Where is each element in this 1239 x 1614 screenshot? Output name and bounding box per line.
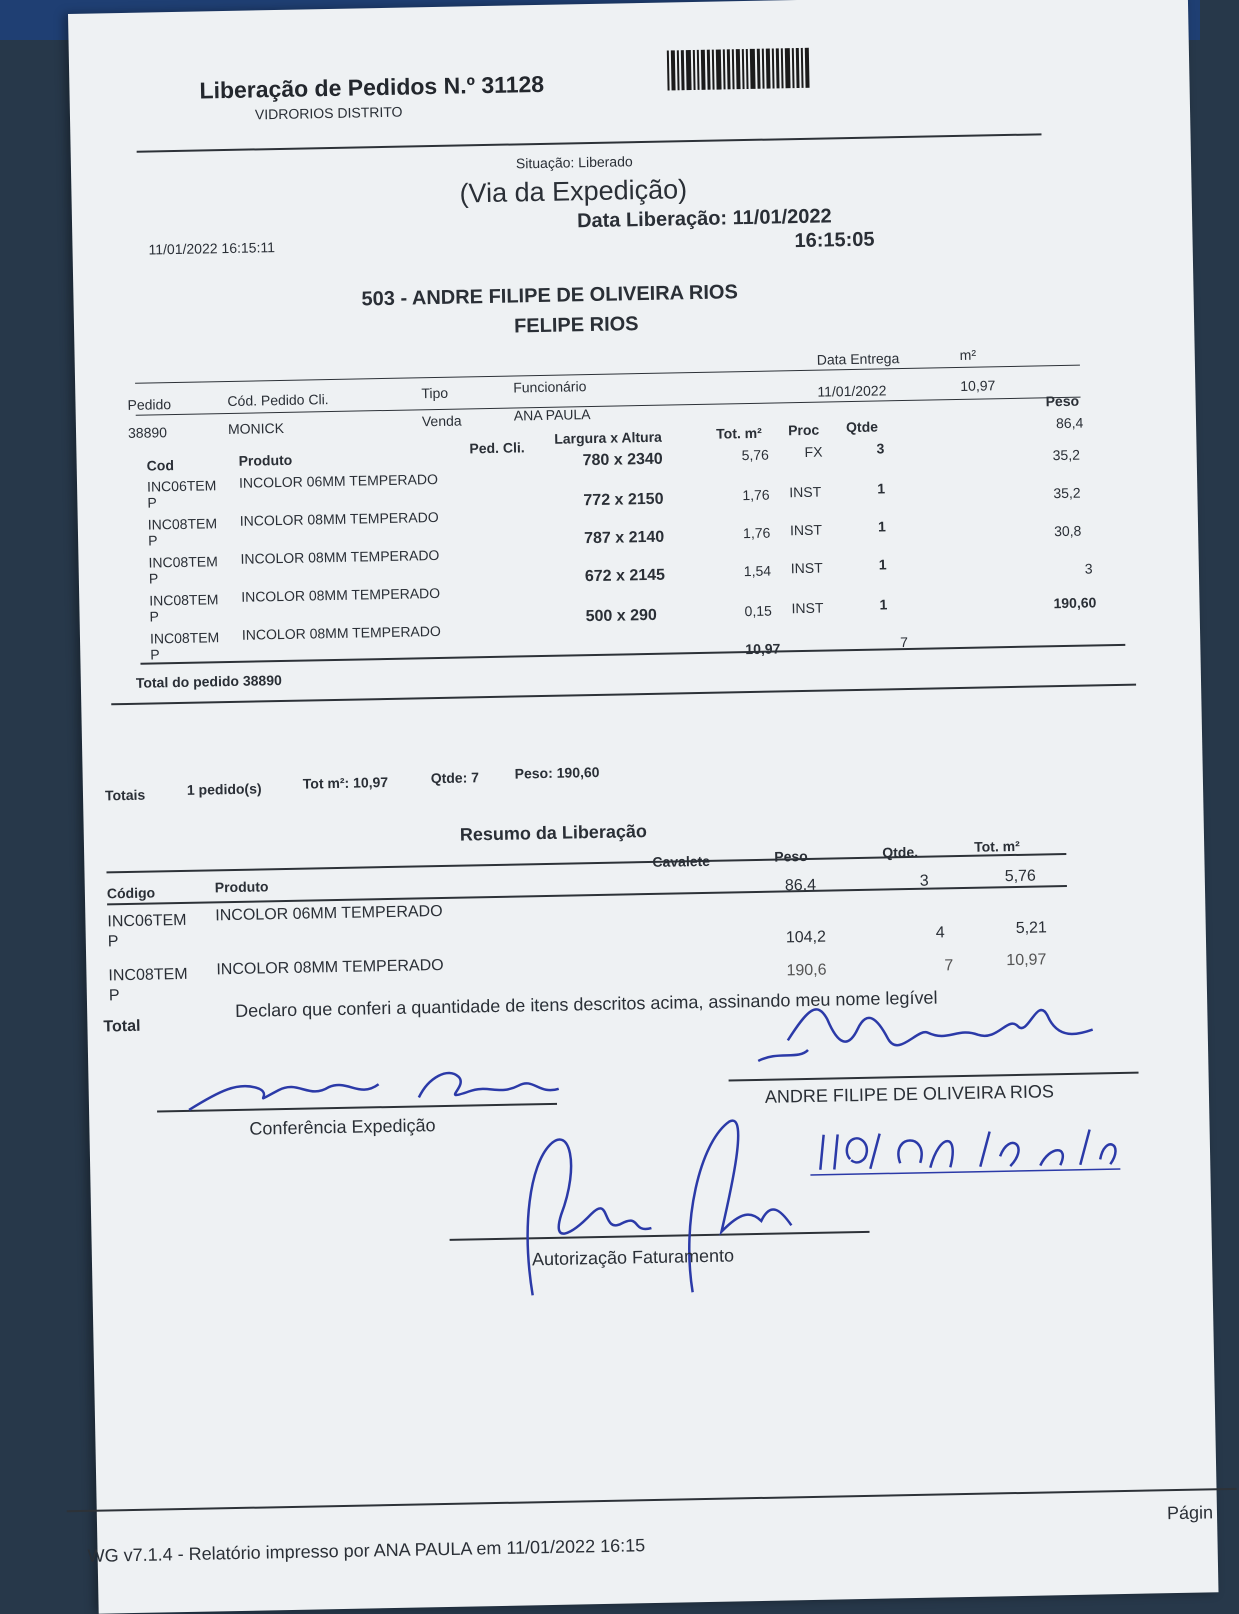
summary-total-qtde: 7 [944, 957, 954, 975]
item-dimensions: 672 x 2145 [584, 566, 666, 586]
summary-col-codigo: Código [106, 884, 156, 902]
summary-total-peso: 190,6 [786, 961, 827, 980]
totals-label: Totais [104, 786, 146, 804]
faturamento-signature [509, 1100, 813, 1306]
item-peso: 35,2 [1053, 484, 1081, 502]
item-cod-suffix: P [147, 532, 158, 549]
order-m2: 10,97 [960, 377, 996, 394]
summary-peso: 86,4 [784, 876, 817, 895]
item-cod: INC08TEM [147, 515, 218, 533]
footer-printed-by: WG v7.1.4 - Relatório impresso por ANA PAULA em 11/01/2022 16:15 [87, 1535, 646, 1566]
document-sheet [68, 0, 1219, 1614]
document-title: Liberação de Pedidos N.º 31128 [199, 70, 545, 104]
summary-tot: 5,76 [1004, 867, 1037, 886]
items-col-qtde: Qtde [845, 418, 879, 436]
totals-pedidos: 1 pedido(s) [186, 780, 262, 798]
summary-peso: 104,2 [785, 928, 827, 947]
release-time: 16:15:05 [794, 228, 875, 253]
item-tot-m2: 1,76 [742, 486, 770, 504]
item-cod: INC06TEM [146, 477, 217, 495]
item-proc: FX [804, 443, 823, 460]
order-pedido: 38890 [127, 424, 168, 441]
release-date: Data Liberação: 11/01/2022 [576, 205, 832, 233]
item-qtde: 1 [877, 480, 886, 497]
order-cod-pedido-cli: MONICK [227, 419, 285, 438]
summary-title: Resumo da Liberação [459, 821, 648, 845]
summary-qtde: 4 [935, 924, 945, 942]
order-header-top-rule [135, 365, 1080, 384]
via-label: (Via da Expedição) [459, 174, 688, 209]
items-col-ped-cli: Ped. Cli. [469, 439, 525, 457]
item-peso: 35,2 [1052, 446, 1081, 464]
order-tipo: Venda [421, 412, 462, 430]
col-cod-pedido-cli: Cód. Pedido Cli. [227, 391, 329, 410]
item-produto: INCOLOR 08MM TEMPERADO [241, 584, 441, 605]
summary-cod: INC08TEM [108, 965, 188, 985]
summary-col-tot-m2: Tot. m² [974, 837, 1020, 855]
order-total-m2: 10,97 [745, 640, 781, 658]
item-tot-m2: 5,76 [741, 446, 769, 464]
item-proc: INST [790, 559, 823, 577]
summary-top-rule [106, 853, 1066, 873]
order-total-label: Total do pedido 38890 [135, 672, 282, 691]
summary-tot: 5,21 [1015, 919, 1048, 937]
items-col-tot-m2: Tot. m² [716, 424, 762, 442]
order-total-peso: 190,60 [1053, 594, 1097, 612]
printed-datetime: 11/01/2022 16:15:11 [148, 239, 276, 258]
handwritten-date [809, 1114, 1130, 1180]
item-qtde: 1 [877, 518, 886, 535]
order-data-entrega: 11/01/2022 [817, 382, 887, 400]
col-funcionario: Funcionário [513, 378, 587, 396]
item-dimensions: 772 x 2150 [583, 490, 664, 510]
client-signature-label: ANDRE FILIPE DE OLIVEIRA RIOS [764, 1081, 1055, 1107]
item-produto: INCOLOR 08MM TEMPERADO [240, 546, 440, 567]
items-col-cod: Cod [146, 457, 175, 474]
totals-peso: Peso: 190,60 [514, 763, 600, 782]
summary-col-peso: Peso [774, 847, 808, 865]
expedicao-signature-label: Conferência Expedição [249, 1115, 436, 1139]
client-name: 503 - ANDRE FILIPE DE OLIVEIRA RIOS [361, 281, 739, 311]
items-col-produto: Produto [238, 451, 293, 469]
header-rule [137, 133, 1042, 152]
footer-rule [67, 1488, 1237, 1512]
col-pedido: Pedido [127, 396, 172, 413]
declaration-text: Declaro que conferi a quantidade de itens descritos acima, assinando meu nome legível [234, 987, 938, 1021]
item-qtde: 1 [879, 596, 888, 613]
item-proc: INST [789, 521, 823, 539]
client-alias: FELIPE RIOS [513, 313, 639, 338]
summary-col-cavalete: Cavalete [652, 852, 711, 870]
item-produto: INCOLOR 08MM TEMPERADO [239, 508, 439, 529]
totals-qtde: Qtde: 7 [430, 769, 480, 787]
summary-col-qtde: Qtde. [882, 843, 919, 861]
item-cod-suffix: P [148, 570, 159, 587]
item-qtde: 1 [878, 556, 887, 573]
situation-text: Situação: Liberado [515, 153, 633, 172]
col-tipo: Tipo [421, 384, 449, 402]
item-cod-suffix: P [149, 608, 160, 625]
order-total-qtde: 7 [900, 633, 909, 651]
item-cod: INC08TEM [148, 553, 218, 571]
item-proc: INST [791, 599, 824, 617]
order-funcionario: ANA PAULA [513, 406, 591, 424]
col-peso: Peso [1045, 392, 1080, 410]
faturamento-signature-label: Autorização Faturamento [531, 1245, 735, 1270]
item-cod-suffix: P [150, 646, 160, 663]
items-col-largura-altura: Largura x Altura [554, 428, 663, 447]
order-total-rule [140, 644, 1125, 665]
item-proc: INST [789, 483, 822, 501]
footer-page: Págin [1166, 1502, 1214, 1524]
company-name: VIDRORIOS DISTRITO [254, 103, 403, 123]
summary-produto: INCOLOR 06MM TEMPERADO [215, 902, 443, 925]
item-tot-m2: 0,15 [744, 602, 772, 620]
item-dimensions: 780 x 2340 [582, 450, 663, 470]
item-cod: INC08TEM [149, 591, 219, 609]
item-cod: INC08TEM [149, 629, 220, 647]
item-tot-m2: 1,76 [742, 524, 771, 542]
barcode [667, 48, 812, 91]
summary-qtde: 3 [919, 872, 929, 890]
totals-tot-m2: Tot m²: 10,97 [302, 773, 389, 792]
summary-produto: INCOLOR 08MM TEMPERADO [216, 956, 444, 979]
order-peso: 86,4 [1055, 414, 1084, 432]
expedicao-signature [178, 1045, 559, 1122]
col-m2: m² [959, 346, 977, 363]
item-qtde: 3 [876, 440, 885, 457]
item-tot-m2: 1,54 [743, 562, 772, 580]
items-col-proc: Proc [787, 421, 820, 439]
summary-cod-suffix: P [107, 933, 119, 951]
item-produto: INCOLOR 06MM TEMPERADO [238, 470, 439, 491]
col-data-entrega: Data Entrega [816, 350, 900, 368]
summary-cod-suffix: P [108, 987, 120, 1005]
summary-cod: INC06TEM [107, 911, 187, 931]
summary-total-label: Total [103, 1017, 141, 1036]
client-signature [747, 984, 1109, 1081]
item-dimensions: 500 x 290 [585, 606, 658, 626]
item-cod-suffix: P [147, 494, 157, 511]
item-peso: 30,8 [1053, 522, 1082, 540]
item-peso: 3 [1084, 560, 1093, 577]
item-dimensions: 787 x 2140 [584, 528, 665, 548]
summary-col-produto: Produto [214, 878, 269, 896]
summary-total-tot: 10,97 [1006, 951, 1047, 970]
item-produto: INCOLOR 08MM TEMPERADO [241, 622, 441, 643]
